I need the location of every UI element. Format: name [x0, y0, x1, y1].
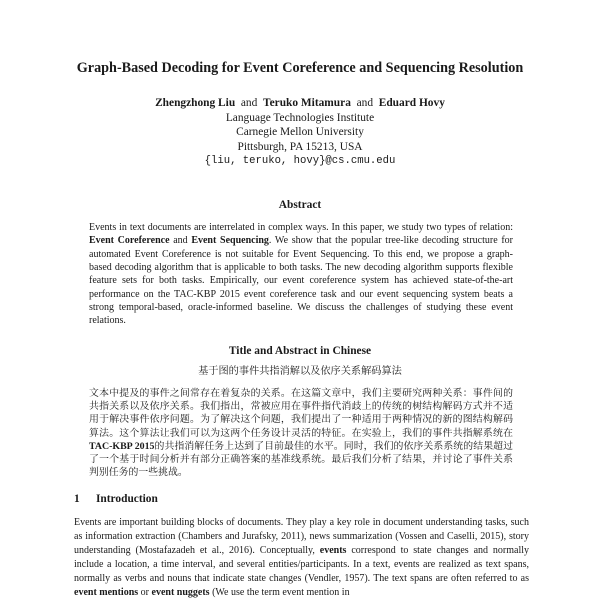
author-name: Teruko Mitamura [263, 97, 351, 109]
intro-text: Events are important building blocks of documents. They play a key role in document understanding tasks, such as information extraction (Chambers and Jurafsky, 2011), news summarization (Vossen and Caselli, 2015), story understanding (Mostafazadeh et al., 2016). Conceptually, [74, 517, 529, 556]
intro-text: (We use the term event mention in [209, 586, 350, 598]
section-title: Introduction [96, 493, 158, 505]
author-name: Eduard Hovy [378, 97, 445, 109]
chinese-section-heading: Title and Abstract in Chinese [228, 345, 372, 357]
section-number: 1 [74, 493, 80, 505]
intro-term: event mentions [74, 586, 139, 598]
author-line [60, 96, 540, 111]
email: {liu, teruko, hovy}@cs.cmu.edu [204, 155, 396, 168]
author-name: Zhengzhong Liu [155, 97, 236, 109]
abstract-term: Event Sequencing [191, 235, 269, 247]
paper-title: Graph-Based Decoding for Event Coreference and Sequencing Resolution [76, 60, 524, 76]
abstract-text: Events in text documents are interrelated in complex ways. In this paper, we study two types of relation: [89, 222, 513, 233]
chinese-dataset-name: TAC-KBP 2015 [89, 440, 155, 452]
intro-text: or [138, 586, 152, 598]
chinese-text: 文本中提及的事件之间常存在着复杂的关系。在这篇文章中，我们主要研究两种关系：事件间的共指关系以及依序关系。我们指出，常被应用在事件指代消歧上的传统的树结构解码方式并不适用于解决事件依序问题。为了解决这个问题，我们提出了一种适用于两种情况的新的图结构解码算法。这个算法让我们可以为这两个任务设计灵活的特征。在实验上，我们的事件共指解系统在 [89, 388, 513, 439]
chinese-text: 的共指消解任务上达到了目前最佳的水平。同时，我们的依序关系系统的结果超过了一个基于时间分析并有部分正确答案的基准线系统。最后我们分析了结果，并讨论了事件关系判别任务的一些挑战。 [89, 440, 513, 479]
author-conjunction: and [240, 97, 258, 109]
abstract-heading: Abstract [278, 199, 322, 211]
abstract-body [89, 221, 513, 328]
intro-paragraph [74, 516, 529, 599]
author-conjunction: and [356, 97, 374, 109]
intro-term: event nuggets [151, 586, 210, 598]
section-heading [74, 493, 158, 505]
address: Pittsburgh, PA 15213, USA [237, 140, 363, 153]
university: Carnegie Mellon University [236, 126, 364, 139]
intro-term: events [319, 544, 347, 556]
chinese-title: 基于图的事件共指消解以及依序关系解码算法 [198, 366, 402, 377]
affiliation: Language Technologies Institute [225, 111, 375, 124]
author-block [60, 96, 540, 169]
intro-text: correspond to state changes and normally include a location, a time interval, and several entities/participants. In a text, events are realized as text spans, normally as verbs and nouns that indicate state changes (Vendler, 1957). The text spans are often referred to as [74, 544, 530, 584]
chinese-abstract [89, 387, 513, 479]
abstract-text: and [169, 235, 192, 247]
abstract-text: . We show that the popular tree-like decoding structure for automated Event Coreference is not suitable for Event Sequencing. To this end, we propose a graph-based decoding algorithm that is applicable to both tasks. The new decoding algorithm supports flexible feature sets for both tasks. Empirically, our event coreference system has achieved state-of-the-art performance on the TAC-KBP 2015 event coreference task and our event sequencing system beats a strong temporal-based, oracle-informed baseline. We discuss the challenges of studying these event relations. [89, 235, 513, 327]
abstract-term: Event Coreference [89, 235, 170, 247]
